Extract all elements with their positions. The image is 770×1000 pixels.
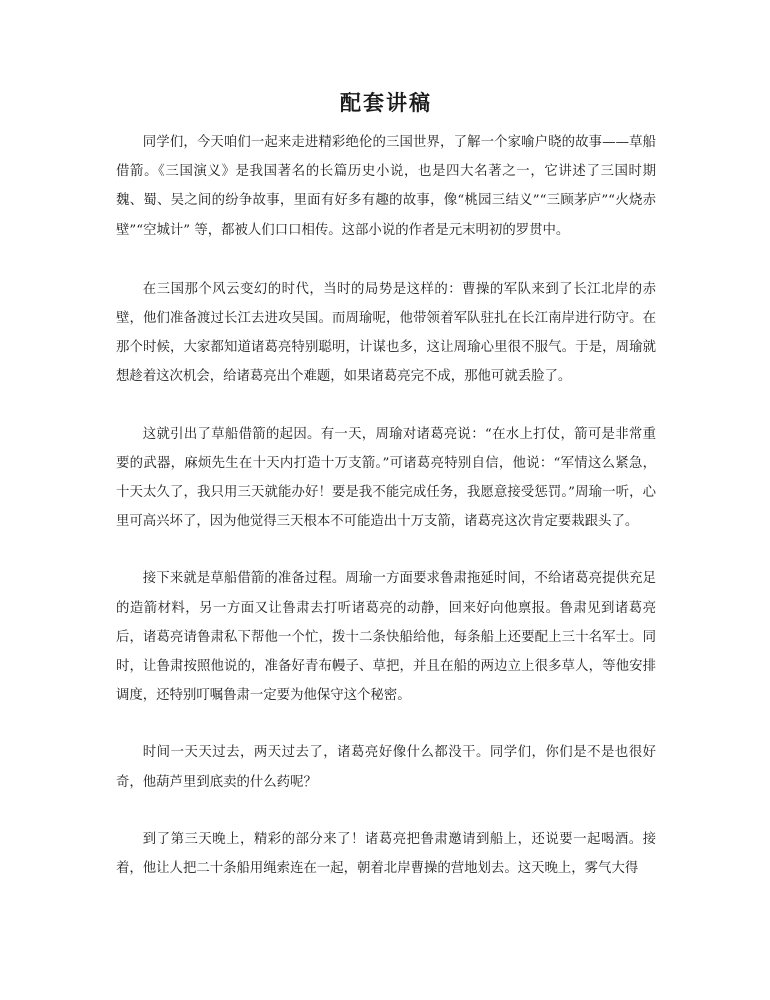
paragraph-preparation: 接下来就是草船借箭的准备过程。周瑜一方面要求鲁肃拖延时间，不给诸葛亮提供充足的造箭材料，另一方面又让鲁肃去打听诸葛亮的动静，回来好向他禀报。鲁肃见到诸葛亮后，诸葛亮请鲁肃私下帮他一个忙，拨十二条快船给他，每条船上还要配上三十名军士。同时，让鲁肃按照他说的，准备好青布幔子、草把，并且在船的两边立上很多草人，等他安排调度，还特别叮嘱鲁肃一定要为他保守这个秘密。 <box>116 571 656 704</box>
paragraph-waiting: 时间一天天过去，两天过去了，诸葛亮好像什么都没干。同学们，你们是不是也很好奇，他葫芦里到底卖的什么药呢？ <box>116 745 656 790</box>
document-title: 配套讲稿 <box>340 90 432 115</box>
paragraph-cause: 这就引出了草船借箭的起因。有一天，周瑜对诸葛亮说：“在水上打仗，箭可是非常重要的武器，麻烦先生在十天内打造十万支箭。”可诸葛亮特别自信，他说：“军情这么紧急，十天太久了，我只用三天就能办好！要是我不能完成任务，我愿意接受惩罚。”周瑜一听，心里可高兴坏了，因为他觉得三天根本不可能造出十万支箭，诸葛亮这次肯定要栽跟头了。 <box>116 426 656 530</box>
paragraph-intro: 同学们，今天咱们一起来走进精彩绝伦的三国世界，了解一个家喻户晓的故事——草船借箭。《三国演义》是我国著名的长篇历史小说，也是四大名著之一，它讲述了三国时期魏、蜀、吴之间的纷争故事，里面有好多有趣的故事，像“桃园三结义”“三顾茅庐”“火烧赤壁”“空城计” 等，都被人们口口相传。这部小说的作者是元末明初的罗贯中。 <box>116 135 656 238</box>
paragraph-third-night: 到了第三天晚上，精彩的部分来了！诸葛亮把鲁肃邀请到船上，还说要一起喝酒。接着，他让人把二十条船用绳索连在一起，朝着北岸曹操的营地划去。这天晚上，雾气大得 <box>116 831 656 877</box>
document-page <box>116 88 656 911</box>
paragraph-situation: 在三国那个风云变幻的时代，当时的局势是这样的：曹操的军队来到了长江北岸的赤壁，他们准备渡过长江去进攻吴国。而周瑜呢，他带领着军队驻扎在长江南岸进行防守。在那个时候，大家都知道诸葛亮特别聪明，计谋也多，这让周瑜心里很不服气。于是，周瑜就想趁着这次机会，给诸葛亮出个难题，如果诸葛亮完不成，那他可就丢脸了。 <box>116 281 656 385</box>
